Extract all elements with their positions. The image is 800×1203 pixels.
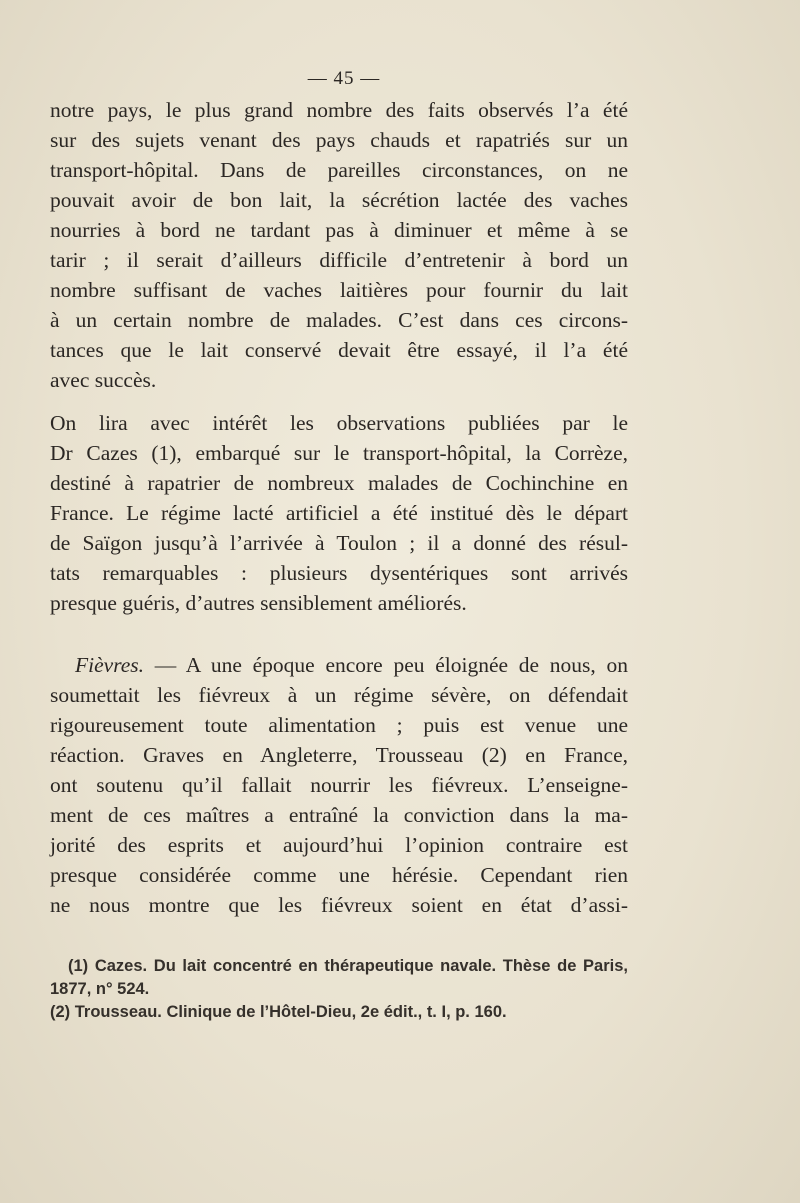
- text-line: presque guéris, d’autres sensiblement améliorés.: [50, 591, 467, 615]
- text-line: transport-hôpital. Dans de pareilles circonstances, on ne: [50, 158, 628, 182]
- text-line: Dr Cazes (1), embarqué sur le transport-hôpital, la Corrèze,: [50, 441, 628, 465]
- text-line: nombre suffisant de vaches laitières pour fournir du lait: [50, 278, 628, 302]
- text-line: ne nous montre que les fiévreux soient en état d’assi-: [50, 893, 628, 917]
- paragraph-2: [50, 408, 628, 618]
- text-line: ont soutenu qu’il fallait nourrir les fiévreux. L’enseigne-: [50, 773, 628, 797]
- text-line: tarir ; il serait d’ailleurs difficile d’entretenir à bord un: [50, 248, 628, 272]
- text-line: tances que le lait conservé devait être essayé, il l’a été: [50, 338, 628, 362]
- text-line: ment de ces maîtres a entraîné la conviction dans la ma-: [50, 803, 628, 827]
- text-line: presque considérée comme une hérésie. Cependant rien: [50, 863, 628, 887]
- text-line: à un certain nombre de malades. C’est dans ces circons-: [50, 308, 628, 332]
- text-line: notre pays, le plus grand nombre des faits observés l’a été: [50, 98, 628, 122]
- text-line: jorité des esprits et aujourd’hui l’opinion contraire est: [50, 833, 628, 857]
- text-line: rigoureusement toute alimentation ; puis est venue une: [50, 713, 628, 737]
- footnote-2-line: (2) Trousseau. Clinique de l’Hôtel-Dieu, 2e édit., t. I, p. 160.: [50, 1003, 507, 1021]
- text-line: de Saïgon jusqu’à l’arrivée à Toulon ; il a donné des résul-: [50, 531, 628, 555]
- paragraph-3: [50, 650, 628, 920]
- text-line: On lira avec intérêt les observations publiées par le: [50, 411, 628, 435]
- text-line: pouvait avoir de bon lait, la sécrétion lactée des vaches: [50, 188, 628, 212]
- text-line: [50, 650, 628, 680]
- text-line: France. Le régime lacté artificiel a été institué dès le départ: [50, 501, 628, 525]
- page-number: — 45 —: [307, 68, 381, 89]
- footnote-1-line: (1) Cazes. Du lait concentré en thérapeutique navale. Thèse de Paris,: [68, 957, 628, 975]
- text-line: destiné à rapatrier de nombreux malades de Cochinchine en: [50, 471, 628, 495]
- section-heading-fievres: Fièvres.: [75, 653, 145, 677]
- text-line: tats remarquables : plusieurs dysentériques sont arrivés: [50, 561, 628, 585]
- text-line: avec succès.: [50, 368, 157, 392]
- text-line: réaction. Graves en Angleterre, Trousseau (2) en France,: [50, 743, 628, 767]
- text-line: soumettait les fiévreux à un régime sévère, on défendait: [50, 683, 628, 707]
- text-line: nourries à bord ne tardant pas à diminuer et même à se: [50, 218, 628, 242]
- paragraph-1: [50, 95, 628, 395]
- text-line-rest: — A une époque encore peu éloignée de nous, on: [144, 653, 628, 677]
- text-line: sur des sujets venant des pays chauds et rapatriés sur un: [50, 128, 628, 152]
- footnotes: [50, 955, 628, 1024]
- footnote-1-line: 1877, n° 524.: [50, 980, 150, 998]
